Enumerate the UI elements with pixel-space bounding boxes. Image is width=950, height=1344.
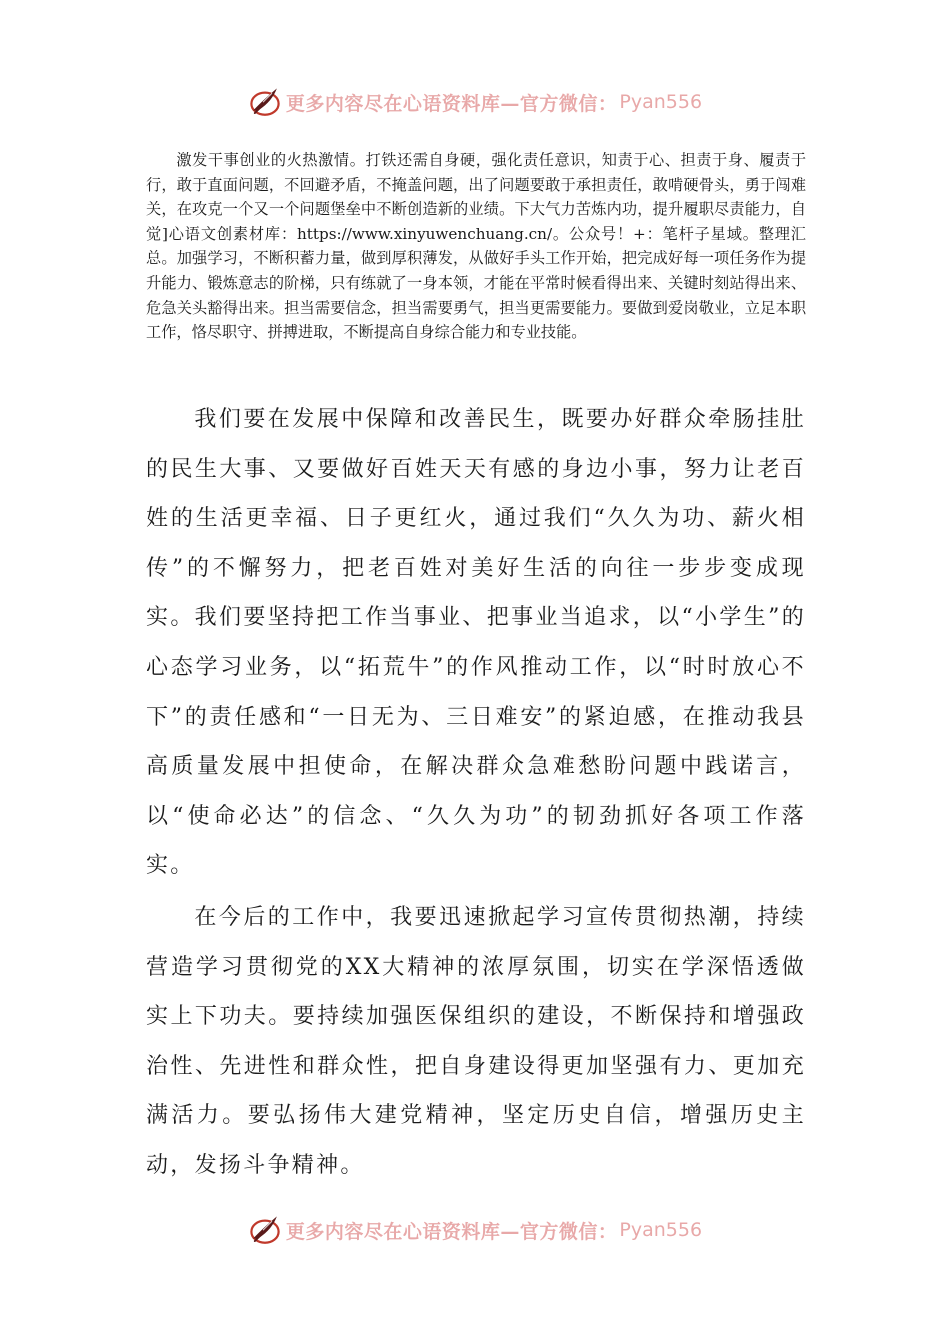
- paragraph-future-work: 在今后的工作中，我要迅速掀起学习宣传贯彻热潮，持续营造学习贯彻党的XX大精神的浓厚氛围，切实在学深悟透做实上下功夫。要持续加强医保组织的建设，不断保持和增强政治性、先进性和群众性，把自身建设得更加坚强有力、更加充满活力。要弘扬伟大建党精神，坚定历史自信，增强历史主动，发扬斗争精神。: [146, 905, 806, 1178]
- paragraph-livelihood: 我们要在发展中保障和改善民生，既要办好群众牵肠挂肚的民生大事、又要做好百姓天天有感的身边小事，努力让老百姓的生活更幸福、日子更红火，通过我们“久久为功、薪火相传”的不懈努力，把老百姓对美好生活的向往一步步变成现实。我们要坚持把工作当事业、把事业当追求，以“小学生”的心态学习业务，以“拓荒牛”的作风推动工作，以“时时放心不下”的责任感和“一日无为、三日难安”的紧迫感，在推动我县高质量发展中担使命，在解决群众急难愁盼问题中践诺言，以“使命必达”的信念、“久久为功”的韧劲抓好各项工作落实。: [146, 407, 806, 879]
- quill-pen-logo-icon: [248, 1213, 282, 1247]
- header-watermark-banner: [0, 82, 950, 122]
- footer-slogan: 更多内容尽在心语资料库—官方微信：: [285, 1220, 618, 1243]
- header-slogan: 更多内容尽在心语资料库—官方微信：: [285, 92, 618, 115]
- header-wechat-id: Pyan556: [619, 91, 703, 113]
- paragraph-small-intro: 激发干事创业的火热激情。打铁还需自身硬，强化责任意识，知责于心、担责于身、履责于行，敢于直面问题，不回避矛盾，不掩盖问题，出了问题要敢于承担责任，敢啃硬骨头，勇于闯难关，在攻克一个又一个问题堡垒中不断创造新的业绩。下大气力苦炼内功，提升履职尽责能力，自觉]心语文创素材库：https://www.xinyuwenchuang.cn/。公众号！+：笔杆子星域。整理汇总。加强学习，不断积蓄力量，做到厚积薄发，从做好手头工作开始，把完成好每一项任务作为提升能力、锻炼意志的阶梯，只有练就了一身本领，才能在平常时候看得出来、关键时刻站得出来、危急关头豁得出来。担当需要信念，担当需要勇气，担当更需要能力。要做到爱岗敬业，立足本职工作，恪尽职守、拼搏进取，不断提高自身综合能力和专业技能。: [146, 151, 806, 342]
- footer-wechat-id: Pyan556: [619, 1219, 703, 1241]
- footer-watermark-banner: [0, 1210, 950, 1250]
- quill-pen-logo-icon: [248, 85, 282, 119]
